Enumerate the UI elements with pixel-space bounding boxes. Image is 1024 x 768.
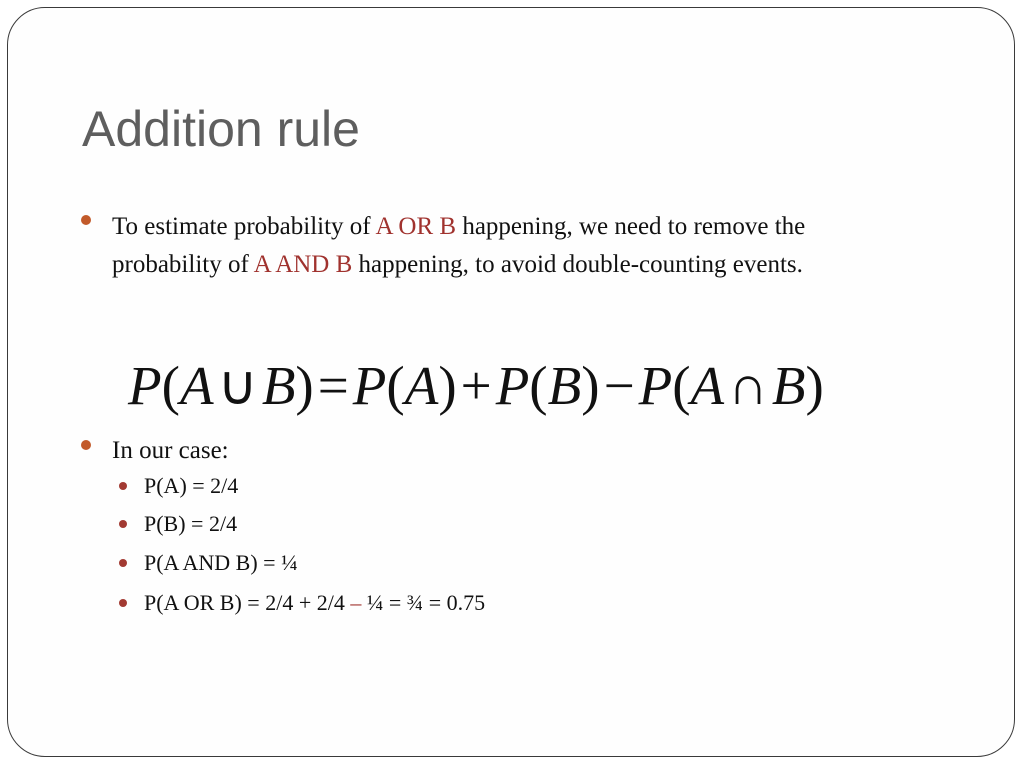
union-symbol: ∪ bbox=[217, 355, 258, 416]
addition-rule-formula bbox=[128, 346, 824, 426]
formula-symbol: ) bbox=[581, 355, 600, 416]
slide-frame bbox=[7, 7, 1015, 757]
formula-symbol: P bbox=[638, 355, 673, 416]
formula-symbol: A bbox=[404, 355, 439, 416]
sub-bullet-dot bbox=[119, 559, 127, 567]
bullet-dot bbox=[81, 215, 91, 225]
formula-symbol: ( bbox=[386, 355, 405, 416]
formula-symbol: ) bbox=[805, 355, 824, 416]
sub-item-p-b: P(B) = 2/4 bbox=[144, 511, 238, 536]
minus-symbol: − bbox=[603, 355, 635, 416]
slide-title: Addition rule bbox=[82, 101, 360, 157]
intersection-symbol: ∩ bbox=[728, 355, 768, 416]
formula-symbol: ) bbox=[438, 355, 457, 416]
bullet-text-part: To estimate probability of bbox=[112, 213, 376, 240]
highlight-a-or-b: A OR B bbox=[375, 213, 457, 240]
equals-symbol: = bbox=[317, 355, 349, 416]
formula-symbol: ( bbox=[161, 355, 180, 416]
formula-symbol: B bbox=[547, 355, 582, 416]
formula-symbol: ( bbox=[672, 355, 691, 416]
sub-bullet-dot bbox=[119, 599, 127, 607]
bullet-estimate-text bbox=[112, 208, 912, 284]
bullet-dot bbox=[81, 440, 91, 450]
formula-symbol: B bbox=[771, 355, 806, 416]
formula-symbol: P bbox=[495, 355, 530, 416]
sub-bullet-dot bbox=[119, 482, 127, 490]
sub-item-p-a-or-b bbox=[144, 588, 485, 618]
formula-symbol: B bbox=[261, 355, 296, 416]
formula-symbol: A bbox=[690, 355, 725, 416]
sub-item-p-a: P(A) = 2/4 bbox=[144, 473, 239, 498]
bullet-text-part: happening, to avoid double-counting events. bbox=[352, 251, 803, 278]
formula-symbol: ( bbox=[529, 355, 548, 416]
sub-bullet-dot bbox=[119, 520, 127, 528]
formula-symbol: P bbox=[128, 355, 162, 416]
highlight-a-and-b: A AND B bbox=[253, 251, 353, 278]
plus-symbol: + bbox=[460, 355, 492, 416]
formula-symbol: P bbox=[352, 355, 387, 416]
bullet-our-case: In our case: bbox=[112, 437, 229, 464]
formula-symbol: ) bbox=[295, 355, 314, 416]
formula-symbol: A bbox=[179, 355, 214, 416]
sub-item-text-part: P(A OR B) = 2/4 + 2/4 bbox=[144, 590, 351, 615]
sub-item-text-part: ¼ = ¾ = 0.75 bbox=[361, 590, 486, 615]
sub-item-p-a-and-b: P(A AND B) = ¼ bbox=[144, 550, 298, 575]
minus-dash: – bbox=[350, 590, 362, 615]
bullet-text-part: happening, we need to remove the probability of bbox=[112, 213, 806, 278]
